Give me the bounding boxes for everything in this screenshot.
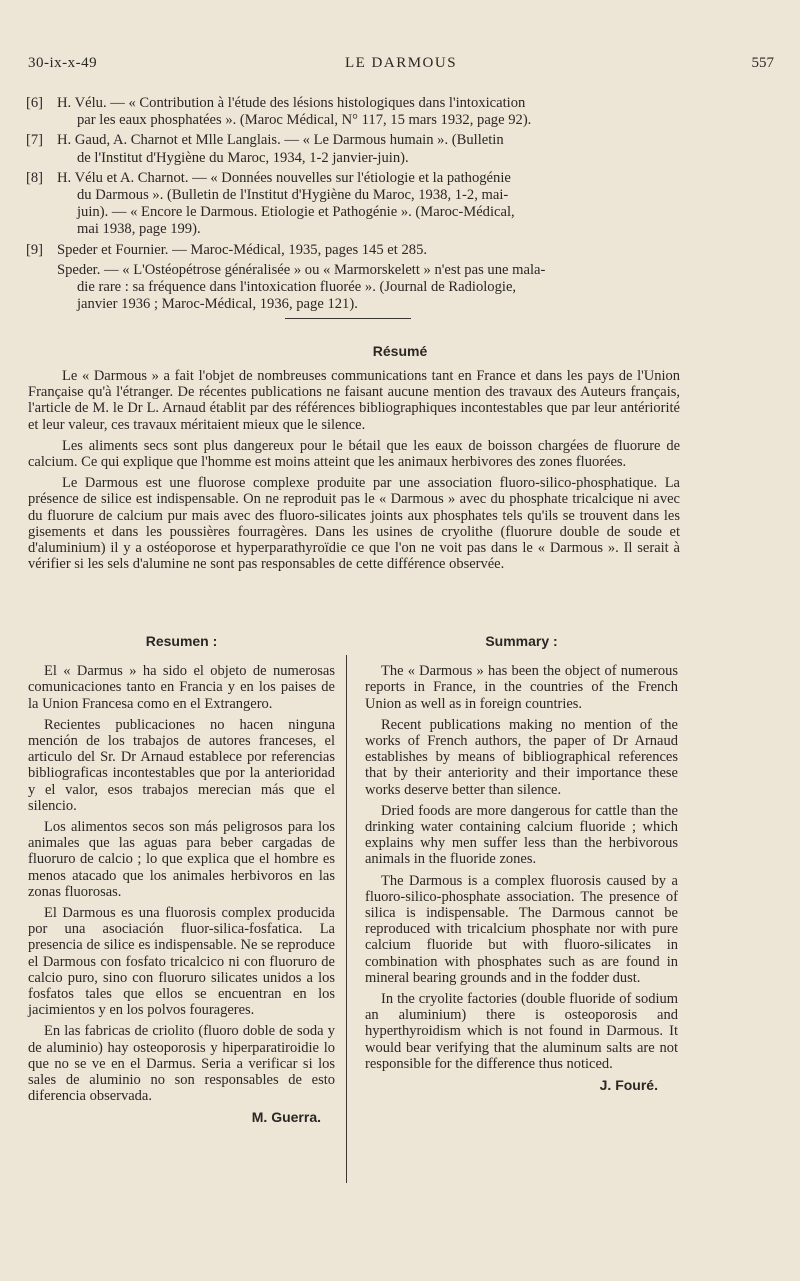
reference-line: H. Vélu. — « Contribution à l'étude des lésions histologiques dans l'intoxication [57,95,526,111]
summary-paragraph: In the cryolite factories (double fluoride of sodium an aluminium) there is osteoporosis and hyperthyroidism which is not found in Darmous. It would bear verifying that the aluminum salts are not responsible for the difference thus noticed. [365,991,678,1072]
reference-number: [9] [26,241,44,258]
resumen-heading: Resumen : [145,633,218,649]
resumen-paragraph: Los alimentos secos son más peligrosos para los animales que las aguas para beber cargadas de fluoruro de calcio ; lo que explica que el hombre es menos atacado que los animales herbivoros en las zonas fluorosas. [28,819,335,900]
reference-line: janvier 1936 ; Maroc-Médical, 1936, page 121). [77,296,358,313]
reference-line: du Darmous ». (Bulletin de l'Institut d'Hygiène du Maroc, 1938, 1-2, mai- [77,187,509,204]
resumen-paragraph: El « Darmus » ha sido el objeto de numerosas comunicaciones tanto en Francia y en los paises de la Union Francesa como en el Extrangero. [28,663,335,712]
resume-paragraph: Le « Darmous » a fait l'objet de nombreuses communications tant en France et dans les pays de l'Union Française qu'à l'étranger. De récentes publications ne faisant aucune mention des travaux des Auteurs français, l'article de M. le Dr L. Arnaud établit par des références bibliographiques incontestables que par leur antériorité et leur valeur, ces travaux méritaient mieux que le silence. [28,368,680,433]
reference-line: H. Vélu et A. Charnot. — « Données nouvelles sur l'étiologie et la pathogénie [57,169,511,186]
header-title: LE DARMOUS [344,55,458,71]
reference-7 [26,132,686,166]
reference-list [26,95,686,316]
resumen-paragraph: El Darmous es una fluorosis complex producida por una asociación fluor-silica-fosfatica. La presencia de silice es indispensable. Ne se reproduce el Darmous con fosfato tricalcico ni con fluoruro de calcio puro, sino con fluoruro silicates unidos a los fosfatos tales que ellos se encuentran en los jacimientos y en los polvos fourageres. [28,905,335,1019]
resume-paragraph: Les aliments secs sont plus dangereux pour le bétail que les eaux de boisson chargées de fluorure de calcium. Ce qui explique que l'homme est moins atteint que les animaux herbivores des zones fluorées. [28,437,680,471]
resumen-paragraph: En las fabricas de criolito (fluoro doble de soda y de aluminio) hay osteoporosis y hiperparatiroidie lo que no se ve en el Darmus. Seria a verificar si los sales de aluminio no son responsables de esto diferencia observada. [28,1023,335,1105]
section-divider [285,318,411,319]
reference-9-continued [26,262,686,314]
reference-number: [7] [26,132,44,149]
summary-heading: Summary : [485,633,558,649]
summary-column [365,633,678,1093]
summary-paragraph: The Darmous is a complex fluorosis caused by a fluoro-silico-phosphate association. The presence of silica is indispensable. The Darmous cannot be reproduced with tricalcium phosphate nor with pure calcium fluoride but with fluoro-silicates in combination with phosphates such as are found in mineral bearing grounds and in the fodder dust. [365,872,678,986]
resume-section [28,368,680,577]
resumen-column [28,633,335,1126]
reference-9 [26,242,686,259]
summary-signature: J. Fouré. [599,1077,658,1094]
resume-paragraph: Le Darmous est une fluorose complexe produite par une association fluoro-silico-phosphatique. La présence de silice est indispensable. On ne reproduit pas le « Darmous » avec du phosphate tricalcique ni avec du fluorure de calcium pur mais avec des fluoro-silicates joints aux phosphates tels qu'ils se trouvent dans les gisements et dans les poussières fourragères. Dans les usines de cryolithe (fluorure double de soude et d'aluminium) il y a ostéoporose et hyperparathyroïdie ce que l'on ne voit pas dans le « Darmous ». Il serait à vérifier si les sels d'alumine ne sont pas responsables de cette différence observée. [28,475,680,573]
reference-line: mai 1938, page 199). [77,221,201,238]
running-header [28,55,774,79]
reference-line: Speder. — « L'Ostéopétrose généralisée » ou « Marmorskelett » n'est pas une mala- [57,261,546,278]
reference-8 [26,170,686,239]
resume-heading: Résumé [372,343,428,359]
reference-line: H. Gaud, A. Charnot et Mlle Langlais. — « Le Darmous humain ». (Bulletin [57,132,504,149]
column-divider [346,655,347,1183]
reference-line: Speder et Fournier. — Maroc-Médical, 1935, pages 145 et 285. [57,241,428,258]
reference-line: juin). — « Encore le Darmous. Etiologie et Pathogénie ». (Maroc-Médical, [77,204,515,221]
header-date: 30-ix-x-49 [28,55,98,71]
reference-line: die rare : sa fréquence dans l'intoxication fluorée ». (Journal de Radiologie, [77,279,517,296]
reference-number: [8] [26,169,44,186]
resumen-signature: M. Guerra. [251,1109,321,1126]
reference-6 [26,95,686,129]
reference-number: [6] [26,95,44,111]
summary-paragraph: The « Darmous » has been the object of numerous reports in France, in the countries of the French Union as well as in foreign countries. [365,663,678,712]
reference-line: par les eaux phosphatées ». (Maroc Médical, N° 117, 15 mars 1932, page 92). [77,112,532,129]
summary-paragraph: Dried foods are more dangerous for cattle than the drinking water containing calcium fluoride ; which explains why men suffer less than the herbivorous animals in the fluoride zones. [365,802,678,868]
summary-paragraph: Recent publications making no mention of the works of French authors, the paper of Dr Arnaud establishes by means of bibliographical references that by their anteriority and their importance these works deserve better than silence. [365,716,678,798]
reference-line: de l'Institut d'Hygiène du Maroc, 1934, 1-2 janvier-juin). [77,149,409,166]
page-number: 557 [751,55,774,71]
resumen-paragraph: Recientes publicaciones no hacen ninguna mención de los trabajos de autores franceses, el articulo del Sr. Dr Arnaud establece por referencias bibliograficas incontestables que por la anterioridad y el valor, esos trabajos merecian más que el silencio. [28,716,335,814]
